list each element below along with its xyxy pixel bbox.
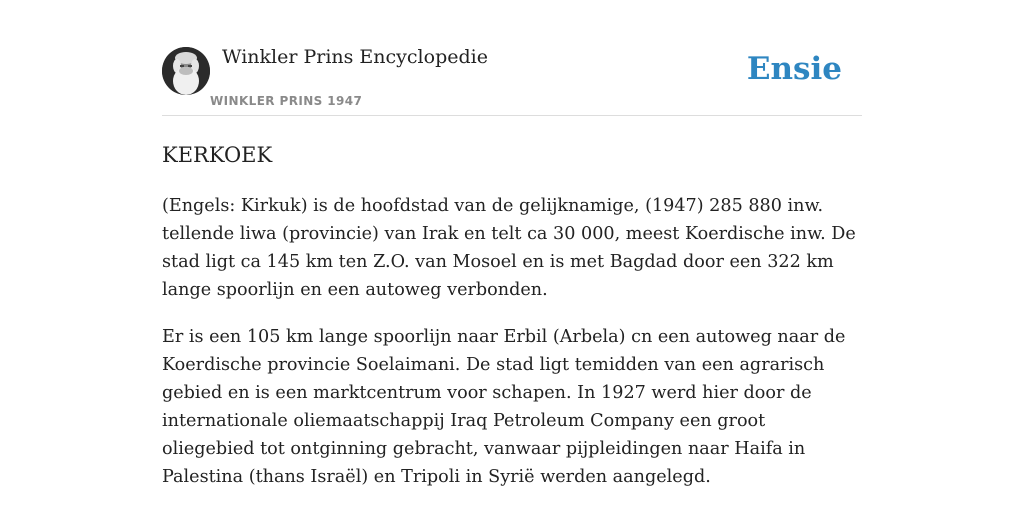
source-label[interactable]: WINKLER PRINS 1947 [210,94,363,108]
author-avatar[interactable] [162,47,210,95]
site-header [162,44,862,116]
bearded-man-portrait-icon [162,47,210,95]
site-title[interactable]: Winkler Prins Encyclopedie [222,46,488,68]
article [162,140,862,491]
ensie-logo[interactable]: Ensie [746,51,842,87]
article-paragraph: Er is een 105 km lange spoorlijn naar Erbil (Arbela) cn een autoweg naar de Koerdische provincie Soelaimani. De stad ligt temidden van een agrarisch gebied en is een marktcentrum voor schapen. In 1927 werd hier door de internationale oliemaatschappij Iraq Petroleum Company een groot oliegebied tot ontginning gebracht, vanwaar pijpleidingen naar Haifa in Palestina (thans Israël) en Tripoli in Syrië werden aangelegd. [162,327,846,487]
article-paragraph: (Engels: Kirkuk) is de hoofdstad van de gelijknamige, (1947) 285 880 inw. tellende liwa (provincie) van Irak en telt ca 30 000, meest Koerdische inw. De stad ligt ca 145 km ten Z.O. van Mosoel en is met Bagdad door een 322 km lange spoorlijn en een autoweg verbonden. [162,196,856,300]
article-title: KERKOEK [162,143,273,167]
